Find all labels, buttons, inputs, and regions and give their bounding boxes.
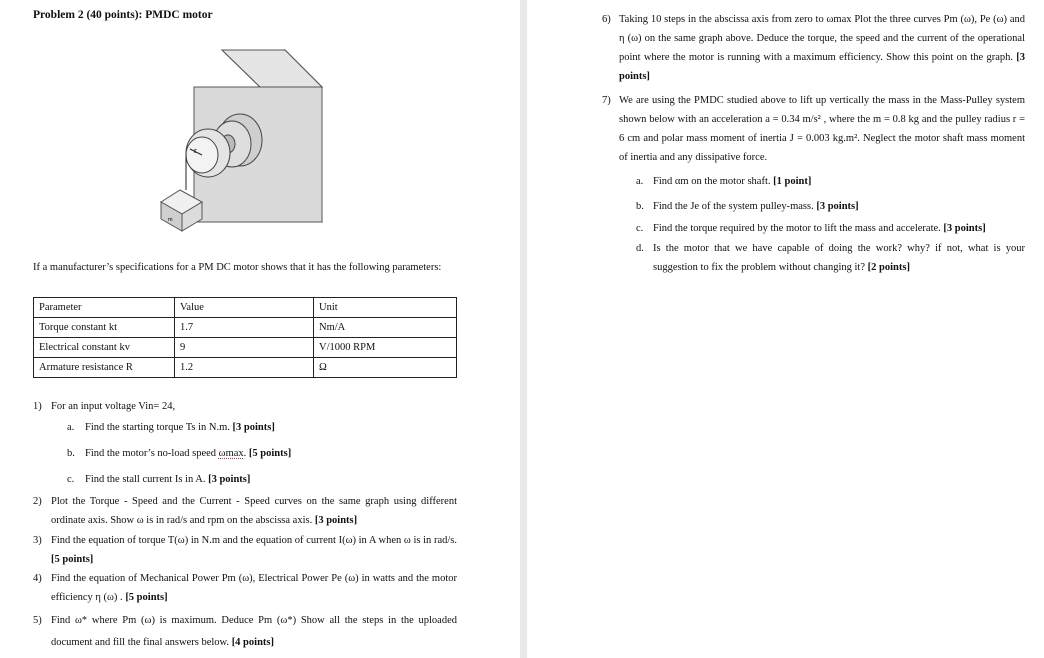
torque-symbol: Ts: [185, 422, 196, 433]
question-7a: [636, 172, 1025, 191]
points-label: [2 points]: [867, 262, 910, 273]
item-text: Find the torque required by the motor to lift the mass and accelerate.: [653, 223, 944, 234]
question-1a: [67, 418, 457, 437]
points-label: [3 points]: [816, 201, 859, 212]
item-text: Find the stall current: [85, 474, 175, 485]
points-label: [3 points]: [232, 422, 275, 433]
table-cell: Torque constant kt: [34, 318, 175, 338]
question-4: [33, 569, 457, 607]
item-text: Find the motor’s no-load speed: [85, 448, 219, 459]
question-7b: [636, 197, 1025, 216]
right-page: [527, 0, 1044, 658]
question-text: Find ω* where Pm (ω) is maximum. Deduce Pm (ω*) Show all the steps in the uploaded document and fill the final answers below.: [51, 615, 457, 648]
item-label: b.: [67, 448, 75, 459]
item-label: d.: [636, 243, 644, 254]
question-number: 3): [33, 535, 42, 546]
question-1c: [67, 470, 457, 489]
table-row: [34, 338, 457, 358]
question-number: 5): [33, 615, 42, 626]
table-cell: V/1000 RPM: [314, 338, 457, 358]
table-header-cell: Value: [175, 298, 314, 318]
points-label: [3 points]: [943, 223, 986, 234]
question-number: 1): [33, 401, 42, 412]
item-text: Find the starting torque: [85, 422, 186, 433]
item-text: of the system pulley-mass.: [699, 201, 817, 212]
problem-title: Problem 2 (40 points): PMDC motor: [33, 9, 213, 21]
points-label: [3 points]: [619, 52, 1025, 82]
omega-max-symbol: ωmax: [218, 448, 244, 459]
question-number: 4): [33, 573, 42, 584]
item-text: Find: [653, 176, 675, 187]
table-row: [34, 358, 457, 378]
pmdc-motor-figure: [150, 40, 340, 240]
question-number: 7): [602, 95, 611, 106]
question-text: Taking 10 steps in the abscissa axis from zero to ωmax Plot the three curves Pm (ω), Pe (ω) and η (ω) on the same graph above. Deduce the torque, the speed and the current of the operational point where the motor is running with a maximum efficiency. Show this point on the graph.: [619, 14, 1025, 63]
table-header-cell: Parameter: [34, 298, 175, 318]
item-label: a.: [67, 422, 75, 433]
item-label: b.: [636, 201, 644, 212]
points-label: [3 points]: [208, 474, 251, 485]
table-cell: 1.2: [175, 358, 314, 378]
table-row: [34, 318, 457, 338]
current-symbol: Is: [174, 474, 183, 485]
je-symbol: Je: [690, 201, 700, 212]
item-text: Is the motor that we have capable of doing the work? why? if not, what is your suggestion to fix the problem without changing it?: [653, 243, 1025, 273]
question-text: Find the equation of torque T(ω) in N.m and the equation of current I(ω) in A when ω is in rad/s.: [51, 535, 457, 546]
table-header-cell: Unit: [314, 298, 457, 318]
alpha-symbol: αm: [674, 176, 689, 187]
item-text: in A.: [182, 474, 209, 485]
item-text: .: [243, 448, 249, 459]
table-cell: Ω: [314, 358, 457, 378]
item-text: Find the: [653, 201, 691, 212]
question-1b: [67, 444, 457, 463]
question-6: [602, 10, 1025, 86]
points-label: [5 points]: [125, 592, 168, 603]
item-text: on the motor shaft.: [688, 176, 774, 187]
points-label: [1 point]: [773, 176, 812, 187]
item-text: in N.m.: [195, 422, 233, 433]
question-7d: [636, 239, 1025, 277]
left-page: [0, 0, 520, 658]
question-7: [602, 91, 1025, 167]
item-label: a.: [636, 176, 644, 187]
table-cell: Armature resistance R: [34, 358, 175, 378]
item-label: c.: [67, 474, 75, 485]
question-7c: [636, 219, 1025, 238]
points-label: [3 points]: [314, 515, 358, 526]
intro-text: If a manufacturer’s specifications for a PM DC motor shows that it has the following parameters:: [33, 262, 442, 273]
table-cell: 1.7: [175, 318, 314, 338]
question-3: [33, 531, 457, 569]
points-label: [4 points]: [231, 637, 274, 648]
question-text: We are using the PMDC studied above to lift up vertically the mass in the Mass-Pulley system shown below with an acceleration a = 0.34 m/s² , where the m = 0.8 kg and the pulley radius r = 6 cm and polar mass moment of inertia J = 0.003 kg.m². Neglect the motor shaft mass moment of inertia and any dissipative force.: [619, 95, 1025, 163]
pulley-label: r: [194, 146, 197, 155]
table-cell: 9: [175, 338, 314, 358]
table-cell: Nm/A: [314, 318, 457, 338]
question-2: [33, 492, 457, 530]
question-1: [33, 397, 457, 416]
points-label: [5 points]: [51, 554, 94, 565]
mass-label: m: [168, 217, 173, 223]
question-5: [33, 610, 457, 654]
question-text: For an input voltage Vin= 24,: [51, 401, 176, 412]
table-cell: Electrical constant kv: [34, 338, 175, 358]
points-label: [5 points]: [248, 448, 292, 459]
question-number: 6): [602, 14, 611, 25]
table-header-row: [34, 298, 457, 318]
parameters-table: [33, 297, 457, 378]
item-label: c.: [636, 223, 644, 234]
question-text: Find the equation of Mechanical Power Pm (ω), Electrical Power Pe (ω) in watts and the motor efficiency η (ω) .: [51, 573, 457, 603]
question-text: Plot the Torque - Speed and the Current - Speed curves on the same graph using different ordinate axis. Show ω is in rad/s and rpm on the abscissa axis.: [51, 496, 457, 526]
question-number: 2): [33, 496, 42, 507]
